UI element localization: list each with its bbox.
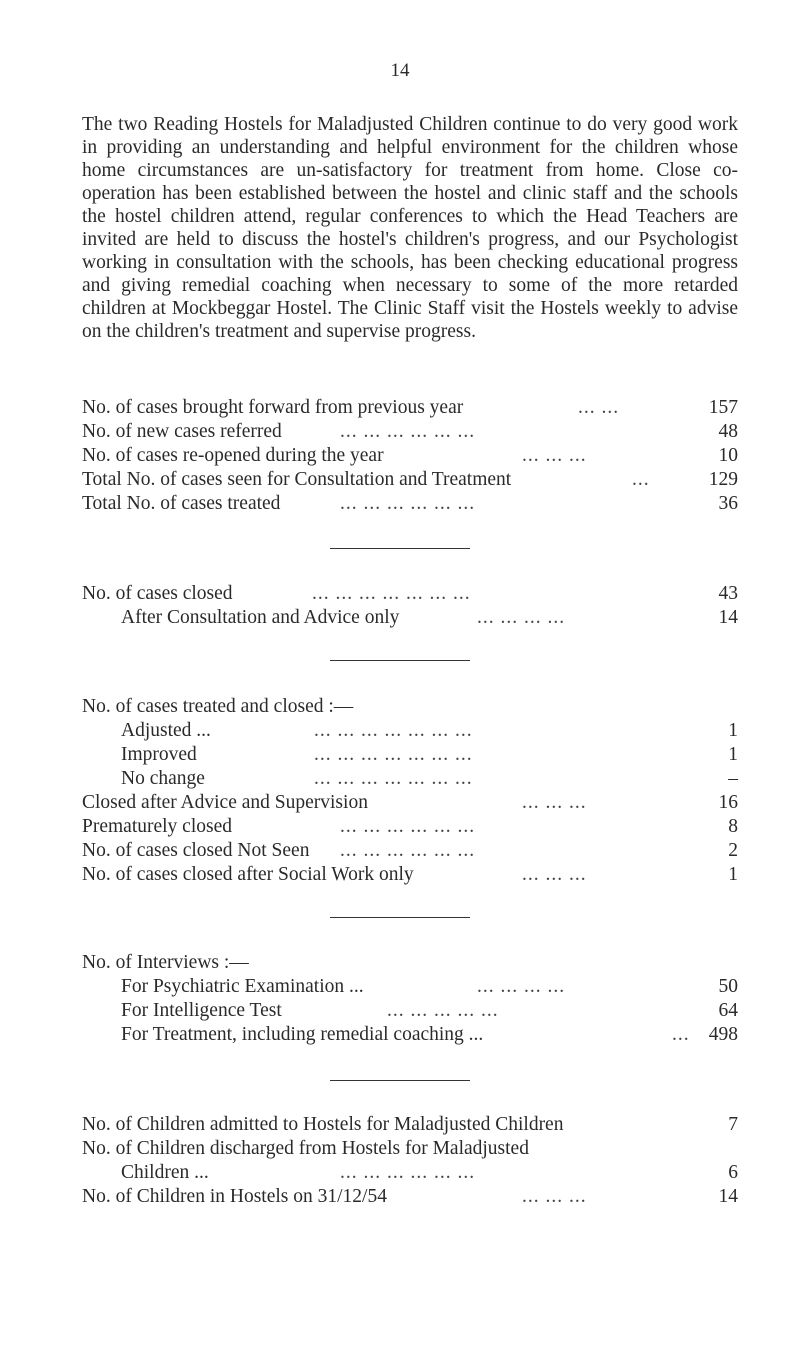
stat-label: For Treatment, including remedial coaching ... <box>121 1024 484 1045</box>
stat-label: Children ... <box>121 1162 209 1183</box>
section-divider <box>330 548 470 549</box>
intro-paragraph: The two Reading Hostels for Maladjusted Children continue to do very good work in providing an understanding and helpful environment for the children whose home circumstances are un-satisfactory for treatment from home. Close co-operation has been established between the hostel and clinic staff and the schools the hostel children attend, regular conferences to which the Head Teachers are invited are held to discuss the hostel's children's progress, and our Psychologist working in consultation with the schools, has been checking educational progress and giving remedial coaching when necessary to some of the more retarded children at Mockbeggar Hostel. The Clinic Staff visit the Hostels weekly to advise on the children's treatment and supervise progress. <box>82 114 738 342</box>
stat-value: 498 <box>708 1024 738 1045</box>
stat-row-closed-after-advice <box>82 791 738 815</box>
stat-row-after-consultation <box>82 606 738 630</box>
section-divider <box>330 917 470 918</box>
leader-dots: ... ... ... <box>522 792 587 813</box>
leader-dots: ... ... ... <box>522 445 587 466</box>
stat-value: 43 <box>718 583 738 604</box>
stat-label: Closed after Advice and Supervision <box>82 792 368 813</box>
stat-value: 14 <box>718 607 738 628</box>
stat-value: 7 <box>728 1114 738 1135</box>
stat-value: 36 <box>718 493 738 514</box>
stat-label: No. of cases closed <box>82 583 233 604</box>
stat-label: Prematurely closed <box>82 816 232 837</box>
stat-label: No. of Children in Hostels on 31/12/54 <box>82 1186 387 1207</box>
section-divider <box>330 660 470 661</box>
stat-value: 1 <box>728 864 738 885</box>
leader-dots: ... <box>632 469 650 490</box>
stat-value: 157 <box>708 397 738 418</box>
stat-label: No. of cases closed Not Seen <box>82 840 310 861</box>
leader-dots: ... <box>672 1024 690 1045</box>
stat-label: No change <box>121 768 205 789</box>
stat-label: Adjusted ... <box>121 720 211 741</box>
stat-row-prematurely-closed <box>82 815 738 839</box>
page-number: 14 <box>390 60 410 81</box>
leader-dots: ... ... ... ... ... ... ... <box>312 583 471 604</box>
stat-row-treatment <box>82 1023 738 1047</box>
stat-row-closed-social-work <box>82 863 738 887</box>
leader-dots: ... ... ... ... ... ... ... <box>314 768 473 789</box>
leader-dots: ... ... ... ... ... ... <box>340 421 476 442</box>
leader-dots: ... ... ... ... ... ... ... <box>314 720 473 741</box>
section-heading-interviews: No. of Interviews :— <box>82 952 249 973</box>
stat-row-total-treated <box>82 492 738 516</box>
stat-value: – <box>728 768 738 789</box>
stat-value: 8 <box>728 816 738 837</box>
stat-value: 16 <box>718 792 738 813</box>
stat-row-reopened <box>82 444 738 468</box>
stat-row-new-cases <box>82 420 738 444</box>
stat-label-discharged: No. of Children discharged from Hostels for Maladjusted <box>82 1138 529 1159</box>
stat-value: 14 <box>718 1186 738 1207</box>
stat-label: No. of cases closed after Social Work only <box>82 864 414 885</box>
stat-label: No. of cases brought forward from previous year <box>82 397 464 418</box>
stat-row-cases-closed <box>82 582 738 606</box>
stat-label: Total No. of cases treated <box>82 493 281 514</box>
section-divider <box>330 1080 470 1081</box>
stat-row-closed-not-seen <box>82 839 738 863</box>
stat-row-psychiatric <box>82 975 738 999</box>
stat-value: 10 <box>718 445 738 466</box>
stat-value: 48 <box>718 421 738 442</box>
stat-row-no-change <box>82 767 738 791</box>
leader-dots: ... ... ... ... ... <box>387 1000 499 1021</box>
stat-label: No. of cases re-opened during the year <box>82 445 384 466</box>
stat-label: For Intelligence Test <box>121 1000 282 1021</box>
stat-row-children-discharged <box>82 1161 738 1185</box>
stat-label: Total No. of cases seen for Consultation and Treatment <box>82 469 512 490</box>
leader-dots: ... ... <box>578 397 620 418</box>
stat-row-intelligence <box>82 999 738 1023</box>
leader-dots: ... ... ... <box>522 1186 587 1207</box>
stat-label: Improved <box>121 744 197 765</box>
stat-row-total-seen <box>82 468 738 492</box>
leader-dots: ... ... ... <box>522 864 587 885</box>
stat-row-children-admitted <box>82 1113 738 1137</box>
stat-value: 129 <box>708 469 738 490</box>
stat-value: 50 <box>718 976 738 997</box>
stat-label: After Consultation and Advice only <box>121 607 400 628</box>
stat-label: No. of new cases referred <box>82 421 282 442</box>
leader-dots: ... ... ... ... <box>477 976 566 997</box>
leader-dots: ... ... ... ... ... ... ... <box>314 744 473 765</box>
stat-value: 1 <box>728 744 738 765</box>
stat-label: No. of Children admitted to Hostels for Maladjusted Children <box>82 1114 564 1135</box>
stat-value: 64 <box>718 1000 738 1021</box>
stat-label: For Psychiatric Examination ... <box>121 976 364 997</box>
stat-value: 2 <box>728 840 738 861</box>
leader-dots: ... ... ... ... ... ... <box>340 840 476 861</box>
stat-row-adjusted <box>82 719 738 743</box>
leader-dots: ... ... ... ... ... ... <box>340 816 476 837</box>
stat-row-improved <box>82 743 738 767</box>
leader-dots: ... ... ... ... ... ... <box>340 1162 476 1183</box>
stat-row-brought-forward <box>82 396 738 420</box>
section-heading-treated-closed: No. of cases treated and closed :— <box>82 696 354 717</box>
leader-dots: ... ... ... ... ... ... <box>340 493 476 514</box>
stat-row-children-in-hostels <box>82 1185 738 1209</box>
stat-value: 1 <box>728 720 738 741</box>
stat-value: 6 <box>728 1162 738 1183</box>
leader-dots: ... ... ... ... <box>477 607 566 628</box>
